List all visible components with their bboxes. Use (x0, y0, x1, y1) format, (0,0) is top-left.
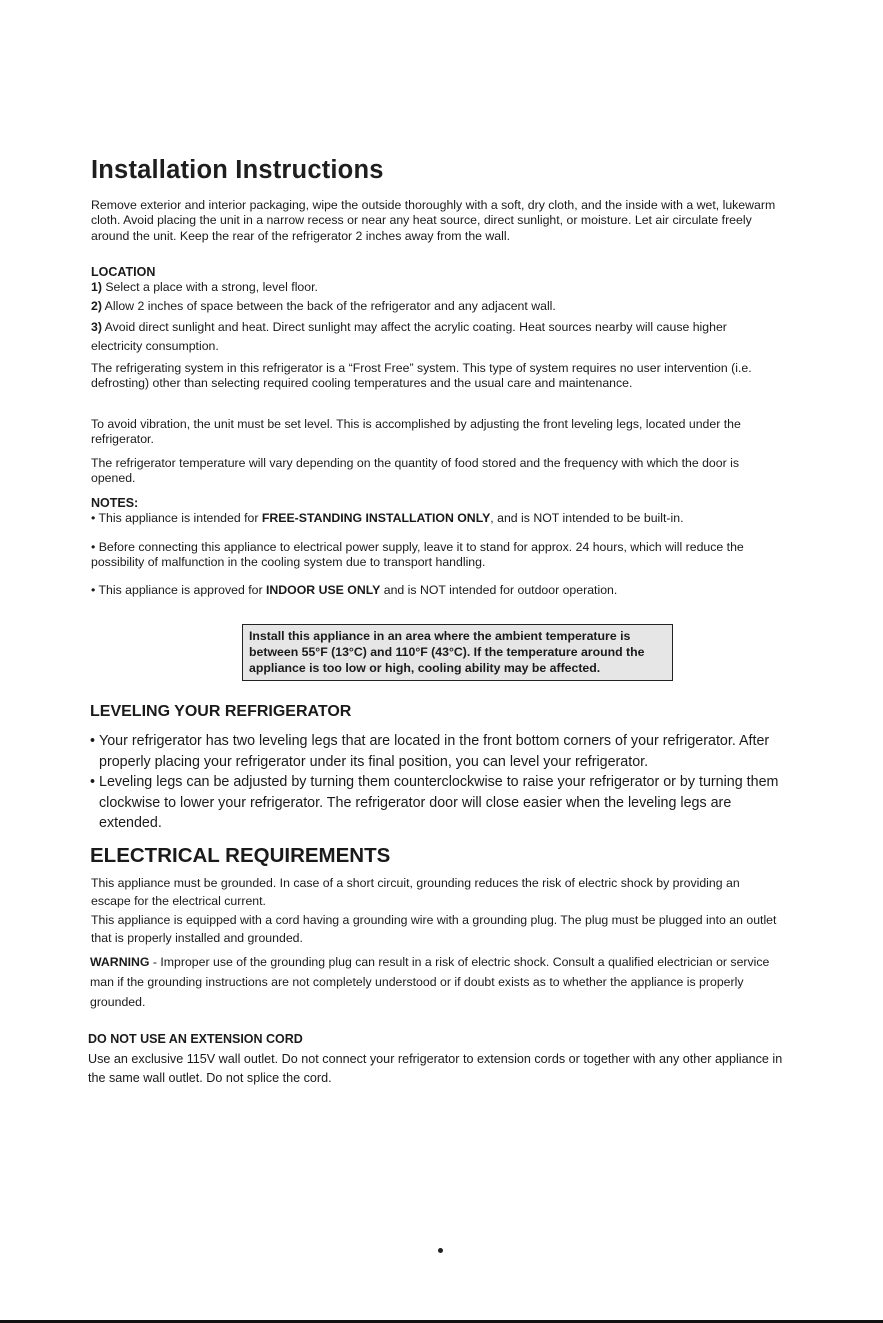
note-text: • This appliance is approved for (91, 583, 266, 597)
electrical-paragraph-1: This appliance must be grounded. In case of a short circuit, grounding reduces the risk of electric shock by providing an escape for the electrical current. (91, 876, 740, 908)
note-text: and is NOT intended for outdoor operation. (380, 583, 618, 597)
ambient-temperature-notice: Install this appliance in an area where the ambient temperature is between 55°F (13°C) and 110°F (43°C). If the temperature around the appliance is too low or high, cooling ability may be affected. (242, 624, 673, 681)
note-2: • Before connecting this appliance to electrical power supply, leave it to stand for approx. 24 hours, which will reduce the possibility of malfunction in the cooling system due to transport handling. (91, 540, 744, 570)
vibration-paragraph: To avoid vibration, the unit must be set level. This is accomplished by adjusting the front leveling legs, located under the refrigerator. (91, 417, 741, 447)
item-number: 2) (91, 299, 102, 313)
bullet-icon: • (90, 733, 96, 749)
note-3 (91, 583, 781, 598)
frost-free-paragraph: The refrigerating system in this refrigerator is a “Frost Free” system. This type of system requires no user intervention (i.e. defrosting) other than selecting required cooling temperatures and the usual care and maintenance. (91, 361, 752, 391)
notes-heading: NOTES: (91, 496, 139, 510)
item-text: Avoid direct sunlight and heat. Direct sunlight may affect the acrylic coating. Heat sources nearby will cause higher electricity consumption. (91, 320, 727, 353)
item-number: 3) (91, 320, 102, 334)
item-number: 1) (91, 280, 102, 294)
location-item-1 (91, 280, 781, 295)
electrical-heading: ELECTRICAL REQUIREMENTS (90, 844, 391, 867)
location-heading: LOCATION (91, 265, 156, 279)
leveling-bullet-1 (90, 731, 790, 772)
warning-label: WARNING (90, 955, 150, 969)
page-title: Installation Instructions (91, 156, 384, 184)
note-emphasis: INDOOR USE ONLY (265, 583, 381, 597)
note-text: , and is NOT intended to be built-in. (490, 511, 684, 525)
leveling-heading: LEVELING YOUR REFRIGERATOR (90, 703, 352, 720)
note-1 (91, 511, 781, 526)
intro-paragraph: Remove exterior and interior packaging, wipe the outside thoroughly with a soft, dry cloth, and the inside with a wet, lukewarm cloth. Avoid placing the unit in a narrow recess or near any heat source, direct sunlight, or moisture. Let air circulate freely around the unit. Keep the rear of the refrigerator 2 inches away from the wall. (91, 198, 776, 243)
item-text: Allow 2 inches of space between the back of the refrigerator and any adjacent wall. (101, 299, 556, 313)
extension-heading: DO NOT USE AN EXTENSION CORD (88, 1032, 303, 1046)
extension-paragraph: Use an exclusive 115V wall outlet. Do not connect your refrigerator to extension cords or together with any other appliance in the same wall outlet. Do not splice the cord. (88, 1052, 783, 1085)
bullet-text: Leveling legs can be adjusted by turning them counterclockwise to raise your refrigerator or by turning them clockwise to lower your refrigerator. The refrigerator door will close easier when the leveling legs are extended. (99, 774, 779, 831)
note-emphasis: FREE-STANDING INSTALLATION ONLY (261, 511, 491, 525)
location-item-2 (91, 299, 781, 314)
temperature-paragraph: The refrigerator temperature will vary depending on the quantity of food stored and the frequency with which the door is opened. (91, 456, 740, 486)
leveling-bullet-2 (90, 772, 790, 834)
bullet-text: Your refrigerator has two leveling legs that are located in the front bottom corners of your refrigerator. After properly placing your refrigerator under its final position, you can level your refrigerator. (99, 733, 770, 770)
location-item-3 (91, 318, 781, 355)
electrical-paragraph-2: This appliance is equipped with a cord having a grounding wire with a grounding plug. The plug must be plugged into an outlet that is properly installed and grounded. (91, 913, 777, 945)
warning-paragraph (90, 952, 780, 1012)
warning-text: - Improper use of the grounding plug can result in a risk of electric shock. Consult a qualified electrician or service man if the grounding instructions are not completely understood or if doubt exists as to whether the appliance is properly grounded. (90, 955, 770, 1009)
item-text: Select a place with a strong, level floor. (101, 280, 318, 294)
page-dot (438, 1248, 443, 1253)
note-text: • This appliance is intended for (91, 511, 262, 525)
bullet-icon: • (90, 774, 96, 790)
